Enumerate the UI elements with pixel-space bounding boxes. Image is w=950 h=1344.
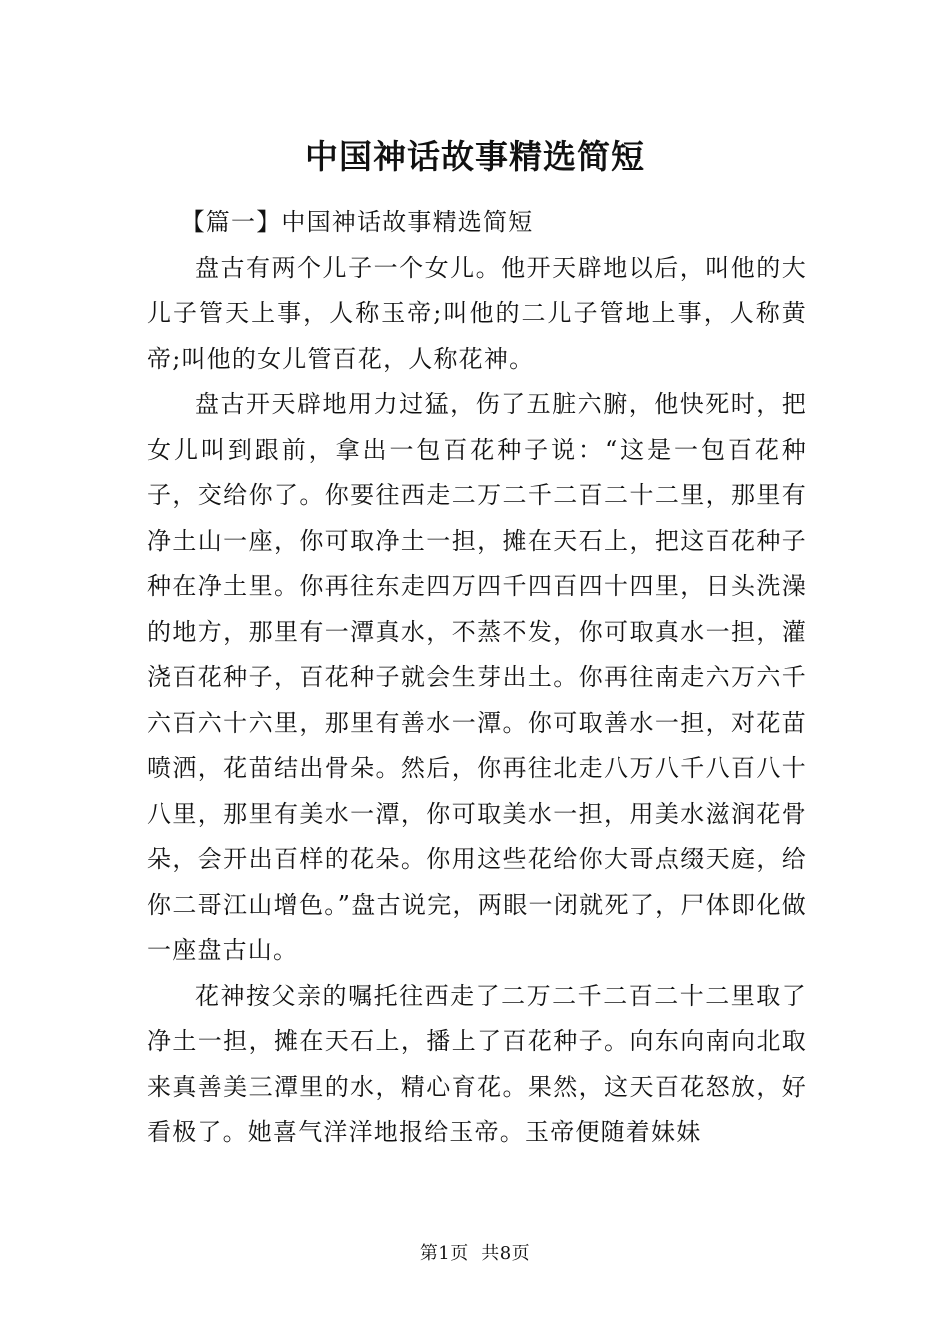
page-footer (0, 1240, 950, 1268)
page-total: 共8页 (481, 1243, 531, 1264)
document-title: 中国神话故事精选简短 (305, 137, 645, 176)
paragraph-3: 花神按父亲的嘱托往西走了二万二千二百二十二里取了净土一担，摊在天石上，播上了百花种子。向东向南向北取来真善美三潭里的水，精心育花。果然，这天百花怒放，好看极了。她喜气洋洋地报给玉帝。玉帝便随着妹妹 (147, 981, 807, 1146)
footer-spacer (469, 1243, 481, 1264)
paragraph-2: 盘古开天辟地用力过猛，伤了五脏六腑，他快死时，把女儿叫到跟前，拿出一包百花种子说：“这是一包百花种子，交给你了。你要往西走二万二千二百二十二里，那里有净土山一座，你可取净土一担，摊在天石上，把这百花种子种在净土里。你再往东走四万四千四百四十四里，日头洗澡的地方，那里有一潭真水，不蒸不发，你可取真水一担，灌浇百花种子，百花种子就会生芽出土。你再往南走六万六千六百六十六里，那里有善水一潭。你可取善水一担，对花苗喷洒，花苗结出骨朵。然后，你再往北走八万八千八百八十八里，那里有美水一潭，你可取美水一担，用美水滋润花骨朵，会开出百样的花朵。你用这些花给你大哥点缀天庭，给你二哥江山增色。”盘古说完，两眼一闭就死了，尸体即化做一座盘古山。 (147, 390, 807, 964)
section-heading: 【篇一】中国神话故事精选简短 (180, 208, 534, 236)
document-body (147, 200, 807, 1156)
paragraph-1: 盘古有两个儿子一个女儿。他开天辟地以后，叫他的大儿子管天上事，人称玉帝;叫他的二儿子管地上事，人称黄帝;叫他的女儿管百花，人称花神。 (147, 253, 807, 373)
page-number: 第1页 (419, 1243, 469, 1264)
